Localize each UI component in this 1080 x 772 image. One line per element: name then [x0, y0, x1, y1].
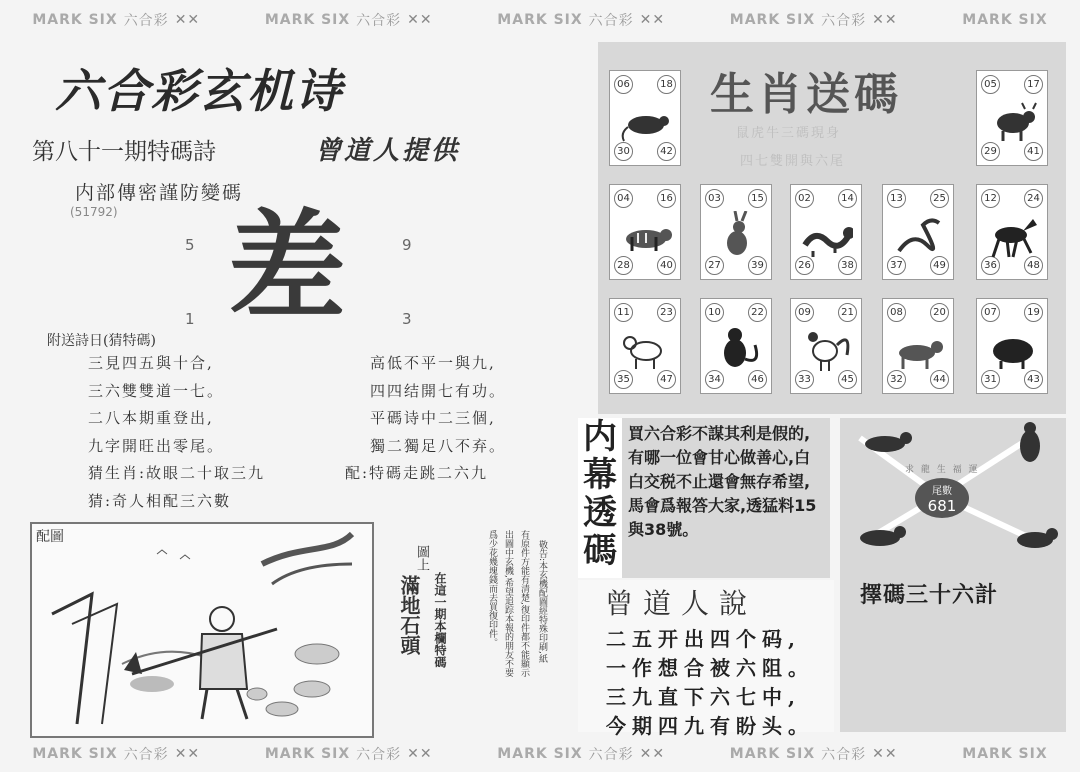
says-title: 曾道人說 [605, 587, 758, 620]
picture-caption-c: 在這一期本欄特碼 [433, 572, 447, 668]
zodiac-card [790, 298, 862, 394]
hint-number: 9 [402, 236, 412, 254]
banner-x-mark: ✕✕ [639, 12, 666, 28]
bottom-banner [0, 736, 1080, 772]
zodiac-card [700, 298, 772, 394]
zodiac-number: 21 [838, 303, 857, 322]
pig-icon [987, 325, 1039, 373]
banner-logo: MARK SIX [32, 12, 118, 28]
banner-name: 六合彩 [588, 13, 634, 29]
ox-icon [987, 97, 1039, 145]
zodiac-card [976, 184, 1048, 280]
notice-text: 敬告:本玄機配圖經特殊印刷,紙 [537, 540, 547, 663]
zodiac-number: 08 [887, 303, 906, 322]
zodiac-number: 41 [1024, 142, 1043, 161]
dragon-icon [801, 211, 853, 259]
zodiac-number: 02 [795, 189, 814, 208]
picture-caption-a: 圖上 [414, 545, 429, 571]
zodiac-faint-text: 四七雙開與六尾 [740, 154, 846, 169]
zodiac-number: 19 [1024, 303, 1043, 322]
zodiac-card [609, 184, 681, 280]
zodiac-card [976, 298, 1048, 394]
zodiac-number: 10 [705, 303, 724, 322]
hint-number: 3 [402, 310, 412, 328]
monkey-icon [711, 325, 763, 373]
banner-logo: MARK SIX [729, 12, 816, 28]
subtitle: 内部傳密謹防變碼 [75, 182, 244, 204]
zodiac-number: 22 [748, 303, 767, 322]
zodiac-number: 44 [930, 370, 949, 389]
rooster-icon [801, 325, 853, 373]
zodiac-number: 42 [657, 142, 676, 161]
zodiac-card [609, 70, 681, 166]
zodiac-number: 48 [1024, 256, 1043, 275]
page-title: 六合彩玄机诗 [55, 64, 343, 118]
illustration-box [30, 522, 374, 738]
zodiac-number: 45 [838, 370, 857, 389]
zodiac-number: 25 [930, 189, 949, 208]
zodiac-number: 06 [614, 75, 633, 94]
zodiac-number: 29 [981, 142, 1000, 161]
top-banner [0, 2, 1080, 38]
banner-logo: MARK SIX [497, 746, 583, 762]
reference-code: (51792) [70, 205, 118, 219]
snake-icon [893, 211, 945, 259]
poem-title: 附送詩日(猜特碼) [47, 333, 156, 349]
zodiac-card [882, 184, 954, 280]
poem-line: 九字開旺出零尾。 [88, 436, 225, 455]
banner-x-mark: ✕✕ [639, 746, 666, 762]
says-line: 二五开出四个码, [606, 627, 801, 651]
zodiac-number: 31 [981, 370, 1000, 389]
riddle-character: 差 [228, 198, 347, 336]
banner-x-mark: ✕✕ [872, 12, 898, 28]
banner-logo: MARK SIX [962, 746, 1048, 762]
zodiac-number: 09 [795, 303, 814, 322]
zodiac-card [790, 184, 862, 280]
poem-line: 四四结開七有功。 [370, 381, 507, 400]
zodiac-number: 32 [887, 370, 906, 389]
zodiac-number: 15 [748, 189, 767, 208]
zodiac-card [882, 298, 954, 394]
poem-line: 三六雙雙道一七。 [88, 381, 225, 400]
zodiac-number: 16 [657, 189, 676, 208]
issue-number: 第八十一期特碼詩 [32, 139, 216, 165]
illustration-label: 配圖 [36, 529, 64, 545]
zodiac-card [609, 298, 681, 394]
banner-x-mark: ✕✕ [407, 12, 433, 28]
poem-line: 平碼诗中二三個, [370, 409, 496, 427]
banner-logo: MARK SIX [264, 12, 351, 28]
inner-tip-text: 買六合彩不謀其利是假的,有哪一位會甘心做善心,白白交税不止還會無存希望,馬會爲報答大家,透猛料15與38號。 [622, 418, 830, 578]
zodiac-number: 11 [614, 303, 633, 322]
poem-line: 配:特碼走跳二六九 [345, 464, 489, 482]
banner-x-mark: ✕✕ [174, 746, 201, 762]
banner-x-mark: ✕✕ [174, 12, 201, 28]
zodiac-number: 43 [1024, 370, 1043, 389]
zodiac-number: 17 [1024, 75, 1043, 94]
rat-icon [620, 97, 672, 145]
zodiac-number: 40 [657, 256, 676, 275]
zodiac-number: 12 [981, 189, 1000, 208]
poem-line: 高低不平一與九, [370, 354, 496, 372]
banner-logo: MARK SIX [962, 12, 1048, 28]
zodiac-number: 34 [705, 370, 724, 389]
zodiac-number: 37 [887, 256, 906, 275]
zodiac-number: 39 [748, 256, 767, 275]
zodiac-faint-text: 鼠虎牛三碼現身 [736, 126, 842, 141]
inner-tip-label: 内幕透碼 [578, 418, 622, 578]
zodiac-number: 24 [1024, 189, 1043, 208]
says-line: 今期四九有盼头。 [606, 714, 814, 738]
poem-right [345, 350, 506, 488]
poem-line: 二八本期重登出, [88, 409, 214, 427]
goat-icon [620, 325, 672, 373]
banner-name: 六合彩 [821, 747, 867, 763]
farmer-illustration [32, 524, 368, 732]
banner-x-mark: ✕✕ [872, 746, 898, 762]
says-line: 三九直下六七中, [606, 685, 801, 709]
rabbit-icon [711, 211, 763, 259]
zodiac-title: 生肖送碼 [710, 69, 902, 120]
banner-logo: MARK SIX [264, 746, 351, 762]
zodiac-number: 18 [657, 75, 676, 94]
banner-name: 六合彩 [588, 747, 634, 763]
poem-line: 猜生肖:故眼二十取三九 [88, 464, 266, 482]
poem-left [88, 350, 265, 515]
zodiac-number: 47 [657, 370, 676, 389]
zodiac-number: 14 [838, 189, 857, 208]
hint-number: 1 [185, 310, 195, 328]
banner-logo: MARK SIX [497, 12, 583, 28]
banner-logo: MARK SIX [729, 746, 816, 762]
zodiac-number: 30 [614, 142, 633, 161]
horse-icon [987, 211, 1039, 259]
poem-line: 猜:奇人相配三六數 [88, 491, 232, 510]
zodiac-number: 07 [981, 303, 1000, 322]
zodiac-card [976, 70, 1048, 166]
picture-caption-b: 滿地石頭 [397, 575, 421, 655]
zodiac-number: 33 [795, 370, 814, 389]
tail-number-label: 尾數 [932, 486, 952, 497]
strategy-title: 擇碼三十六計 [860, 583, 999, 608]
hint-number: 5 [185, 236, 195, 254]
zodiac-number: 04 [614, 189, 633, 208]
dog-icon [893, 325, 945, 373]
banner-logo: MARK SIX [32, 746, 118, 762]
poem-line: 獨二獨足八不弃。 [370, 436, 507, 455]
banner-name: 六合彩 [356, 13, 402, 29]
banner-name: 六合彩 [123, 747, 169, 763]
zodiac-number: 23 [657, 303, 676, 322]
banner-x-mark: ✕✕ [407, 746, 433, 762]
notice-text: 出圖中玄機,希望追踪本報的朋友不要 [503, 530, 513, 677]
zodiac-number: 38 [838, 256, 857, 275]
notice-text: 有原件方能有清楚,復印件都不能顯示 [519, 530, 529, 677]
zodiac-number: 13 [887, 189, 906, 208]
tail-number-value: 681 [927, 497, 957, 515]
zodiac-number: 27 [705, 256, 724, 275]
tiger-icon [620, 211, 672, 259]
says-line: 一作想合被六阻。 [606, 656, 814, 680]
zodiac-number: 26 [795, 256, 814, 275]
tail-number-badge [915, 478, 969, 518]
provider-name: 曾道人提供 [315, 136, 461, 166]
zodiac-number: 03 [705, 189, 724, 208]
zodiac-number: 35 [614, 370, 633, 389]
wheel-faint-text: 求 龍 生 福 運 [905, 465, 980, 475]
zodiac-number: 05 [981, 75, 1000, 94]
banner-name: 六合彩 [123, 13, 169, 29]
banner-name: 六合彩 [821, 13, 867, 29]
zodiac-number: 49 [930, 256, 949, 275]
zodiac-number: 46 [748, 370, 767, 389]
zodiac-number: 36 [981, 256, 1000, 275]
zodiac-card [700, 184, 772, 280]
banner-name: 六合彩 [356, 747, 402, 763]
notice-text: 爲少花幾塊錢而去買復印件。 [487, 530, 497, 647]
zodiac-number: 20 [930, 303, 949, 322]
poem-line: 三見四五與十合, [88, 354, 214, 372]
says-poem [606, 625, 814, 741]
zodiac-number: 28 [614, 256, 633, 275]
